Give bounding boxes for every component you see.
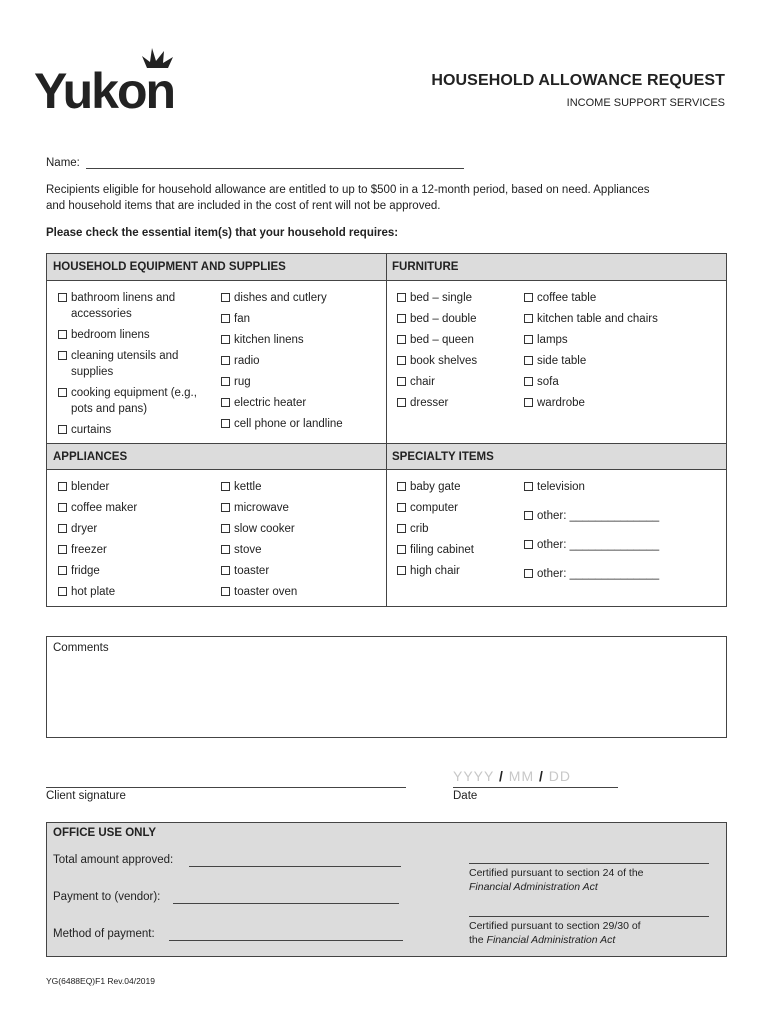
checkbox-label: stove (234, 544, 262, 556)
office-title: OFFICE USE ONLY (53, 827, 157, 839)
eligibility-text-2: and household items that are included in the cost of rent will not be approved. (46, 200, 441, 212)
checkbox[interactable] (58, 566, 67, 575)
name-field[interactable] (86, 168, 464, 169)
comments-label: Comments (53, 642, 109, 654)
equipment-col1 (55, 290, 215, 443)
checkbox-label: dryer (71, 523, 98, 535)
checkbox-item[interactable] (521, 508, 721, 524)
date-label: Date (453, 790, 478, 802)
checkbox-label: bed – double (410, 313, 477, 325)
checkbox-item[interactable] (218, 353, 383, 369)
checkbox-item[interactable] (218, 332, 383, 348)
checkbox-label: microwave (234, 502, 289, 514)
form-subtitle: INCOME SUPPORT SERVICES (566, 97, 725, 109)
checkbox-item[interactable] (394, 563, 519, 579)
checkbox-item[interactable] (394, 332, 519, 348)
checkbox-item[interactable] (218, 563, 383, 579)
checkbox[interactable] (397, 524, 406, 533)
checkbox-label: fridge (71, 565, 100, 577)
checkbox-label: other: ______________ (537, 510, 660, 522)
checkbox[interactable] (221, 587, 230, 596)
date-line (453, 787, 618, 788)
checkbox-label: coffee table (537, 292, 597, 304)
checkbox[interactable] (58, 524, 67, 533)
checkbox-item[interactable] (55, 479, 215, 495)
checkbox[interactable] (58, 388, 67, 397)
checkbox[interactable] (397, 293, 406, 302)
checkbox[interactable] (221, 419, 230, 428)
checkbox-item[interactable] (218, 500, 383, 516)
checkbox-label: television (537, 481, 585, 493)
date-field[interactable] (453, 768, 618, 784)
checkbox-item[interactable] (394, 290, 519, 306)
checkbox-item[interactable] (55, 521, 215, 537)
checkbox-item[interactable] (394, 311, 519, 327)
checkbox-label: wardrobe (537, 397, 585, 409)
checkbox-label: rug (234, 376, 251, 388)
checkbox[interactable] (221, 545, 230, 554)
form-title: HOUSEHOLD ALLOWANCE REQUEST (431, 72, 725, 89)
checkbox-label: computer (410, 502, 458, 514)
checkbox-label: toaster oven (234, 586, 298, 598)
checkbox-item[interactable] (521, 311, 721, 327)
checkbox-label: baby gate (410, 481, 461, 493)
equipment-col2 (218, 290, 383, 437)
checkbox[interactable] (524, 356, 533, 365)
checkbox[interactable] (397, 356, 406, 365)
furniture-col1 (394, 290, 519, 416)
checkbox-item[interactable] (521, 374, 721, 390)
comments-box[interactable] (46, 636, 727, 738)
checkbox-item[interactable] (55, 563, 215, 579)
checkbox-label: bed – queen (410, 334, 474, 346)
checkbox[interactable] (524, 398, 533, 407)
checkbox-item[interactable] (394, 521, 519, 537)
instruction-text: Please check the essential item(s) that your household requires: (46, 227, 399, 239)
checkbox[interactable] (58, 545, 67, 554)
checkbox[interactable] (397, 377, 406, 386)
checkbox-item[interactable] (218, 416, 383, 432)
checkbox[interactable] (58, 293, 67, 302)
specialty-col1 (394, 479, 519, 584)
checkbox-label: bed – single (410, 292, 473, 304)
checkbox-label: fan (234, 313, 250, 325)
office-use-panel (46, 822, 727, 957)
checkbox-label: side table (537, 355, 587, 367)
checkbox-label: chair (410, 376, 435, 388)
yukon-logo (34, 46, 194, 116)
name-label: Name: (46, 157, 80, 169)
checkbox-label: filing cabinet (410, 544, 474, 556)
method-field[interactable] (169, 940, 403, 941)
appliances-header: APPLIANCES (47, 443, 386, 470)
checkbox-item[interactable] (394, 479, 519, 495)
logo-text: Yukon (34, 63, 175, 116)
checkbox[interactable] (58, 482, 67, 491)
checkbox[interactable] (524, 540, 533, 549)
checkbox-item[interactable] (394, 374, 519, 390)
checkbox[interactable] (221, 566, 230, 575)
checkbox-label: dresser (410, 397, 449, 409)
date-dd: DD (548, 768, 572, 784)
checkbox-item[interactable] (521, 290, 721, 306)
date-mm: MM (508, 768, 535, 784)
checkbox-item[interactable] (55, 290, 215, 322)
checkbox[interactable] (524, 377, 533, 386)
checkbox[interactable] (221, 335, 230, 344)
checkbox[interactable] (524, 293, 533, 302)
appliances-col1 (55, 479, 215, 605)
checkbox[interactable] (397, 398, 406, 407)
checkbox-label: other: ______________ (537, 539, 660, 551)
checkbox-label: bathroom linens and accessories (71, 292, 176, 320)
checkbox-label: sofa (537, 376, 559, 388)
payment-to-label: Payment to (vendor): (53, 891, 161, 903)
checkbox-item[interactable] (218, 311, 383, 327)
checkbox-item[interactable] (55, 584, 215, 600)
checkbox[interactable] (221, 503, 230, 512)
checkbox-item[interactable] (55, 500, 215, 516)
checkbox[interactable] (397, 314, 406, 323)
items-table (46, 253, 727, 607)
checkbox-label: kitchen table and chairs (537, 313, 658, 325)
checkbox-label: high chair (410, 565, 460, 577)
eligibility-text: Recipients eligible for household allowance are entitled to up to $500 in a 12-month period, based on need. Appliances (46, 184, 650, 196)
checkbox-label: kitchen linens (234, 334, 304, 346)
checkbox[interactable] (221, 356, 230, 365)
furniture-col2 (521, 290, 721, 416)
checkbox-item[interactable] (218, 395, 383, 411)
payment-to-field[interactable] (173, 903, 399, 904)
checkbox[interactable] (524, 569, 533, 578)
checkbox-item[interactable] (55, 422, 215, 438)
checkbox-item[interactable] (521, 537, 721, 553)
checkbox-label: freezer (71, 544, 107, 556)
checkbox-label: kettle (234, 481, 262, 493)
specialty-col2 (521, 479, 721, 595)
checkbox-label: other: ______________ (537, 568, 660, 580)
date-sep-2: / (539, 768, 544, 784)
form-id: YG(6488EQ)F1 Rev.04/2019 (46, 976, 155, 986)
checkbox[interactable] (221, 482, 230, 491)
checkbox[interactable] (221, 314, 230, 323)
method-label: Method of payment: (53, 928, 155, 940)
date-yyyy: YYYY (453, 768, 495, 784)
checkbox[interactable] (524, 335, 533, 344)
checkbox[interactable] (524, 482, 533, 491)
checkbox-label: cell phone or landline (234, 418, 343, 430)
checkbox-label: lamps (537, 334, 568, 346)
checkbox-item[interactable] (521, 332, 721, 348)
checkbox[interactable] (58, 330, 67, 339)
checkbox[interactable] (524, 314, 533, 323)
checkbox-item[interactable] (521, 395, 721, 411)
checkbox-label: slow cooker (234, 523, 295, 535)
checkbox[interactable] (221, 524, 230, 533)
checkbox-label: radio (234, 355, 260, 367)
checkbox-item[interactable] (521, 353, 721, 369)
cert2-signature-line[interactable] (469, 916, 709, 917)
checkbox[interactable] (524, 511, 533, 520)
checkbox-item[interactable] (394, 542, 519, 558)
checkbox-item[interactable] (218, 290, 383, 306)
cert2-text: Certified pursuant to section 29/30 of the Financial Administration Act (469, 920, 641, 946)
total-approved-field[interactable] (189, 866, 401, 867)
checkbox[interactable] (397, 566, 406, 575)
checkbox-item[interactable] (394, 395, 519, 411)
equipment-header: HOUSEHOLD EQUIPMENT AND SUPPLIES (47, 254, 386, 281)
cert1-text: Certified pursuant to section 24 of the Financial Administration Act (469, 867, 644, 893)
checkbox-label: blender (71, 481, 110, 493)
total-approved-label: Total amount approved: (53, 854, 174, 866)
checkbox[interactable] (58, 587, 67, 596)
checkbox[interactable] (397, 503, 406, 512)
furniture-header: FURNITURE (386, 254, 726, 281)
checkbox-item[interactable] (55, 542, 215, 558)
specialty-header: SPECIALTY ITEMS (386, 443, 726, 470)
checkbox-item[interactable] (394, 500, 519, 516)
checkbox[interactable] (221, 293, 230, 302)
checkbox-item[interactable] (55, 327, 215, 343)
checkbox-item[interactable] (218, 542, 383, 558)
checkbox-label: electric heater (234, 397, 307, 409)
checkbox-item[interactable] (55, 385, 215, 417)
checkbox-item[interactable] (521, 566, 721, 582)
checkbox[interactable] (221, 398, 230, 407)
checkbox[interactable] (397, 545, 406, 554)
cert1-signature-line[interactable] (469, 863, 709, 864)
checkbox-label: crib (410, 523, 429, 535)
checkbox-label: bedroom linens (71, 329, 150, 341)
checkbox-label: cooking equipment (e.g., pots and pans) (71, 387, 197, 415)
checkbox-label: cleaning utensils and supplies (71, 350, 179, 378)
checkbox-label: curtains (71, 424, 112, 436)
checkbox-item[interactable] (218, 374, 383, 390)
checkbox[interactable] (58, 351, 67, 360)
checkbox-item[interactable] (394, 353, 519, 369)
checkbox-label: book shelves (410, 355, 478, 367)
checkbox-label: toaster (234, 565, 270, 577)
checkbox-label: coffee maker (71, 502, 138, 514)
checkbox-item[interactable] (218, 479, 383, 495)
appliances-col2 (218, 479, 383, 605)
checkbox-item[interactable] (55, 348, 215, 380)
checkbox[interactable] (397, 482, 406, 491)
client-signature-label: Client signature (46, 790, 126, 802)
checkbox[interactable] (58, 425, 67, 434)
checkbox[interactable] (221, 377, 230, 386)
checkbox-item[interactable] (521, 479, 721, 495)
checkbox-label: hot plate (71, 586, 116, 598)
checkbox[interactable] (58, 503, 67, 512)
checkbox-item[interactable] (218, 521, 383, 537)
date-sep-1: / (499, 768, 504, 784)
checkbox-item[interactable] (218, 584, 383, 600)
checkbox[interactable] (397, 335, 406, 344)
checkbox-label: dishes and cutlery (234, 292, 327, 304)
